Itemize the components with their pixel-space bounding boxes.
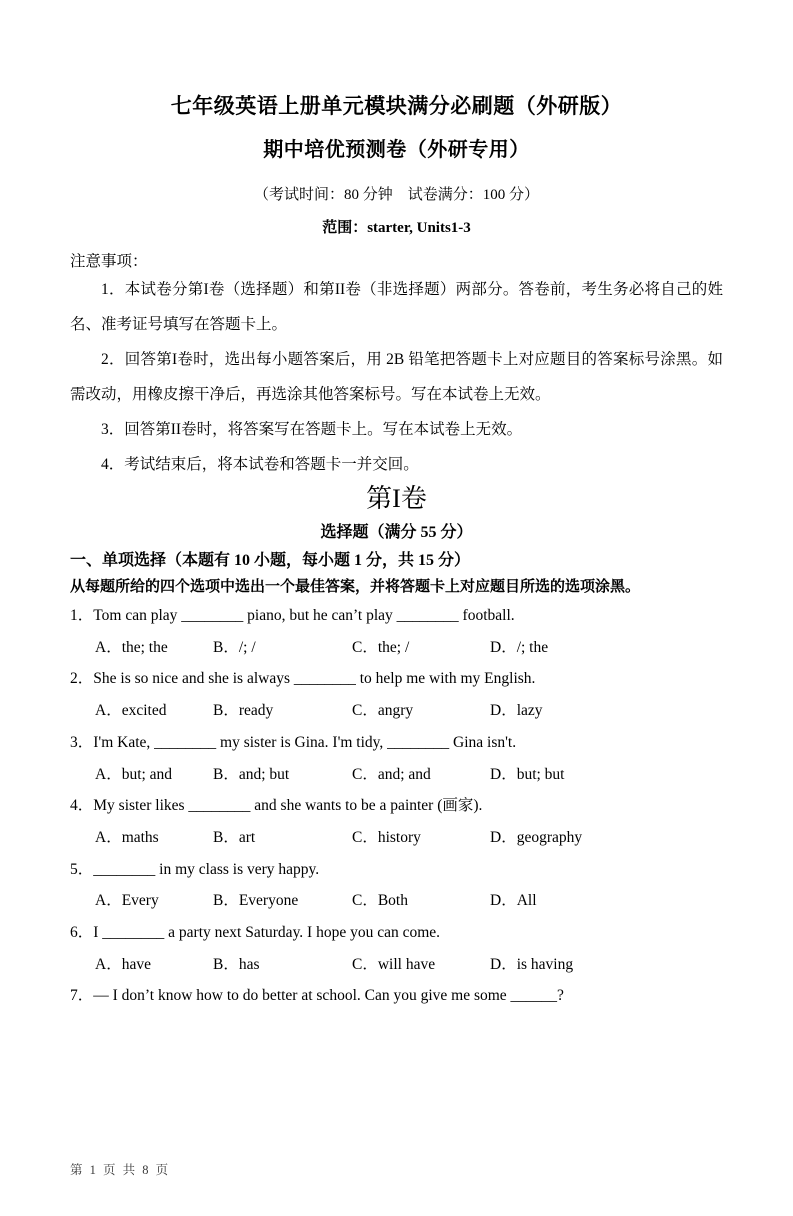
question-number: 5． [70,860,94,878]
options-row [70,695,723,727]
question-text: I'm Kate, ________ my sister is Gina. I'm tidy, ________ Gina isn't. [93,733,517,751]
option-item: B．art [213,828,256,846]
question-stem [70,917,723,949]
options-row [70,885,723,917]
option-item: C．angry [352,702,414,720]
options-row [70,949,723,981]
question-number: 3． [70,733,94,751]
exam-page [0,94,793,1012]
question-stem [70,790,723,822]
part1-heading: 一、单项选择（本题有 10 小题，每小题 1 分，共 15 分） [70,552,471,569]
question-text: I ________ a party next Saturday. I hope you can come. [93,924,441,942]
notice-item: 4．考试结束后，将本试卷和答题卡一并交回。 [101,456,419,473]
option-item: D．All [490,892,537,910]
option-item: A．excited [95,702,167,720]
option-item: A．have [95,955,151,973]
option-item: C．will have [352,955,436,973]
notice-list [70,272,723,482]
question-number: 1． [70,607,94,624]
question-number: 6． [70,924,94,942]
question-text: Tom can play ________ piano, but he can’t play ________ football. [93,607,515,624]
question-text: — I don’t know how to do better at school. Can you give me some ______? [93,987,564,1005]
option-item: B．has [213,955,260,973]
option-item: D．/; the [490,638,549,656]
option-item: B．and; but [213,765,290,783]
question-stem [70,980,723,1012]
options-row [70,822,723,854]
options-row [70,632,723,664]
subtitle: 期中培优预测卷（外研专用） [263,139,530,161]
option-item: A．Every [95,892,159,910]
option-item: C．Both [352,892,408,910]
option-item: C．and; and [352,765,431,783]
exam-meta: （考试时间：80 分钟 试卷满分：100 分） [253,187,539,203]
option-item: B．/; / [213,638,256,656]
notice-item: 3．回答第II卷时，将答案写在答题卡上。写在本试卷上无效。 [101,421,523,438]
option-item: D．lazy [490,702,543,720]
question-stem [70,854,723,886]
option-item: D．geography [490,828,583,846]
question-stem [70,727,723,759]
exam-scope: 范围：starter, Units1-3 [322,220,471,236]
question-text: She is so nice and she is always ________ to help me with my English. [93,670,536,688]
option-item: B．Everyone [213,892,299,910]
question-stem [70,663,723,695]
notice-label: 注意事项： [70,253,148,270]
option-item: A．but; and [95,765,173,783]
question-text: My sister likes ________ and she wants to be a painter (画家). [93,797,483,815]
part1-instruction: 从每题所给的四个选项中选出一个最佳答案，并将答题卡上对应题目所选的选项涂黑。 [70,578,641,595]
question-stem [70,600,723,632]
part-title: 第I卷 [366,484,427,513]
notice-item: 1．本试卷分第I卷（选择题）和第II卷（非选择题）两部分。答卷前，考生务必将自己的姓名、准考证号填写在答题卡上。 [70,281,723,333]
section-title: 选择题（满分 55 分） [320,524,473,541]
option-item: D．but; but [490,765,565,783]
question-list [70,600,723,1012]
question-text: ________ in my class is very happy. [93,860,320,878]
options-row [70,759,723,791]
option-item: C．the; / [352,638,410,656]
option-item: C．history [352,828,421,846]
question-number: 2． [70,670,94,688]
notice-item: 2．回答第I卷时，选出每小题答案后，用 2B 铅笔把答题卡上对应题目的答案标号涂黑。如需改动，用橡皮擦干净后，再选涂其他答案标号。写在本试卷上无效。 [70,351,723,403]
page-footer: 第 1 页 共 8 页 [70,1163,171,1177]
option-item: D．is having [490,955,574,973]
option-item: A．the; the [95,638,168,656]
question-number: 7． [70,987,94,1005]
page-title: 七年级英语上册单元模块满分必刷题（外研版） [170,95,623,118]
option-item: B．ready [213,702,274,720]
option-item: A．maths [95,828,159,846]
question-number: 4． [70,797,94,815]
